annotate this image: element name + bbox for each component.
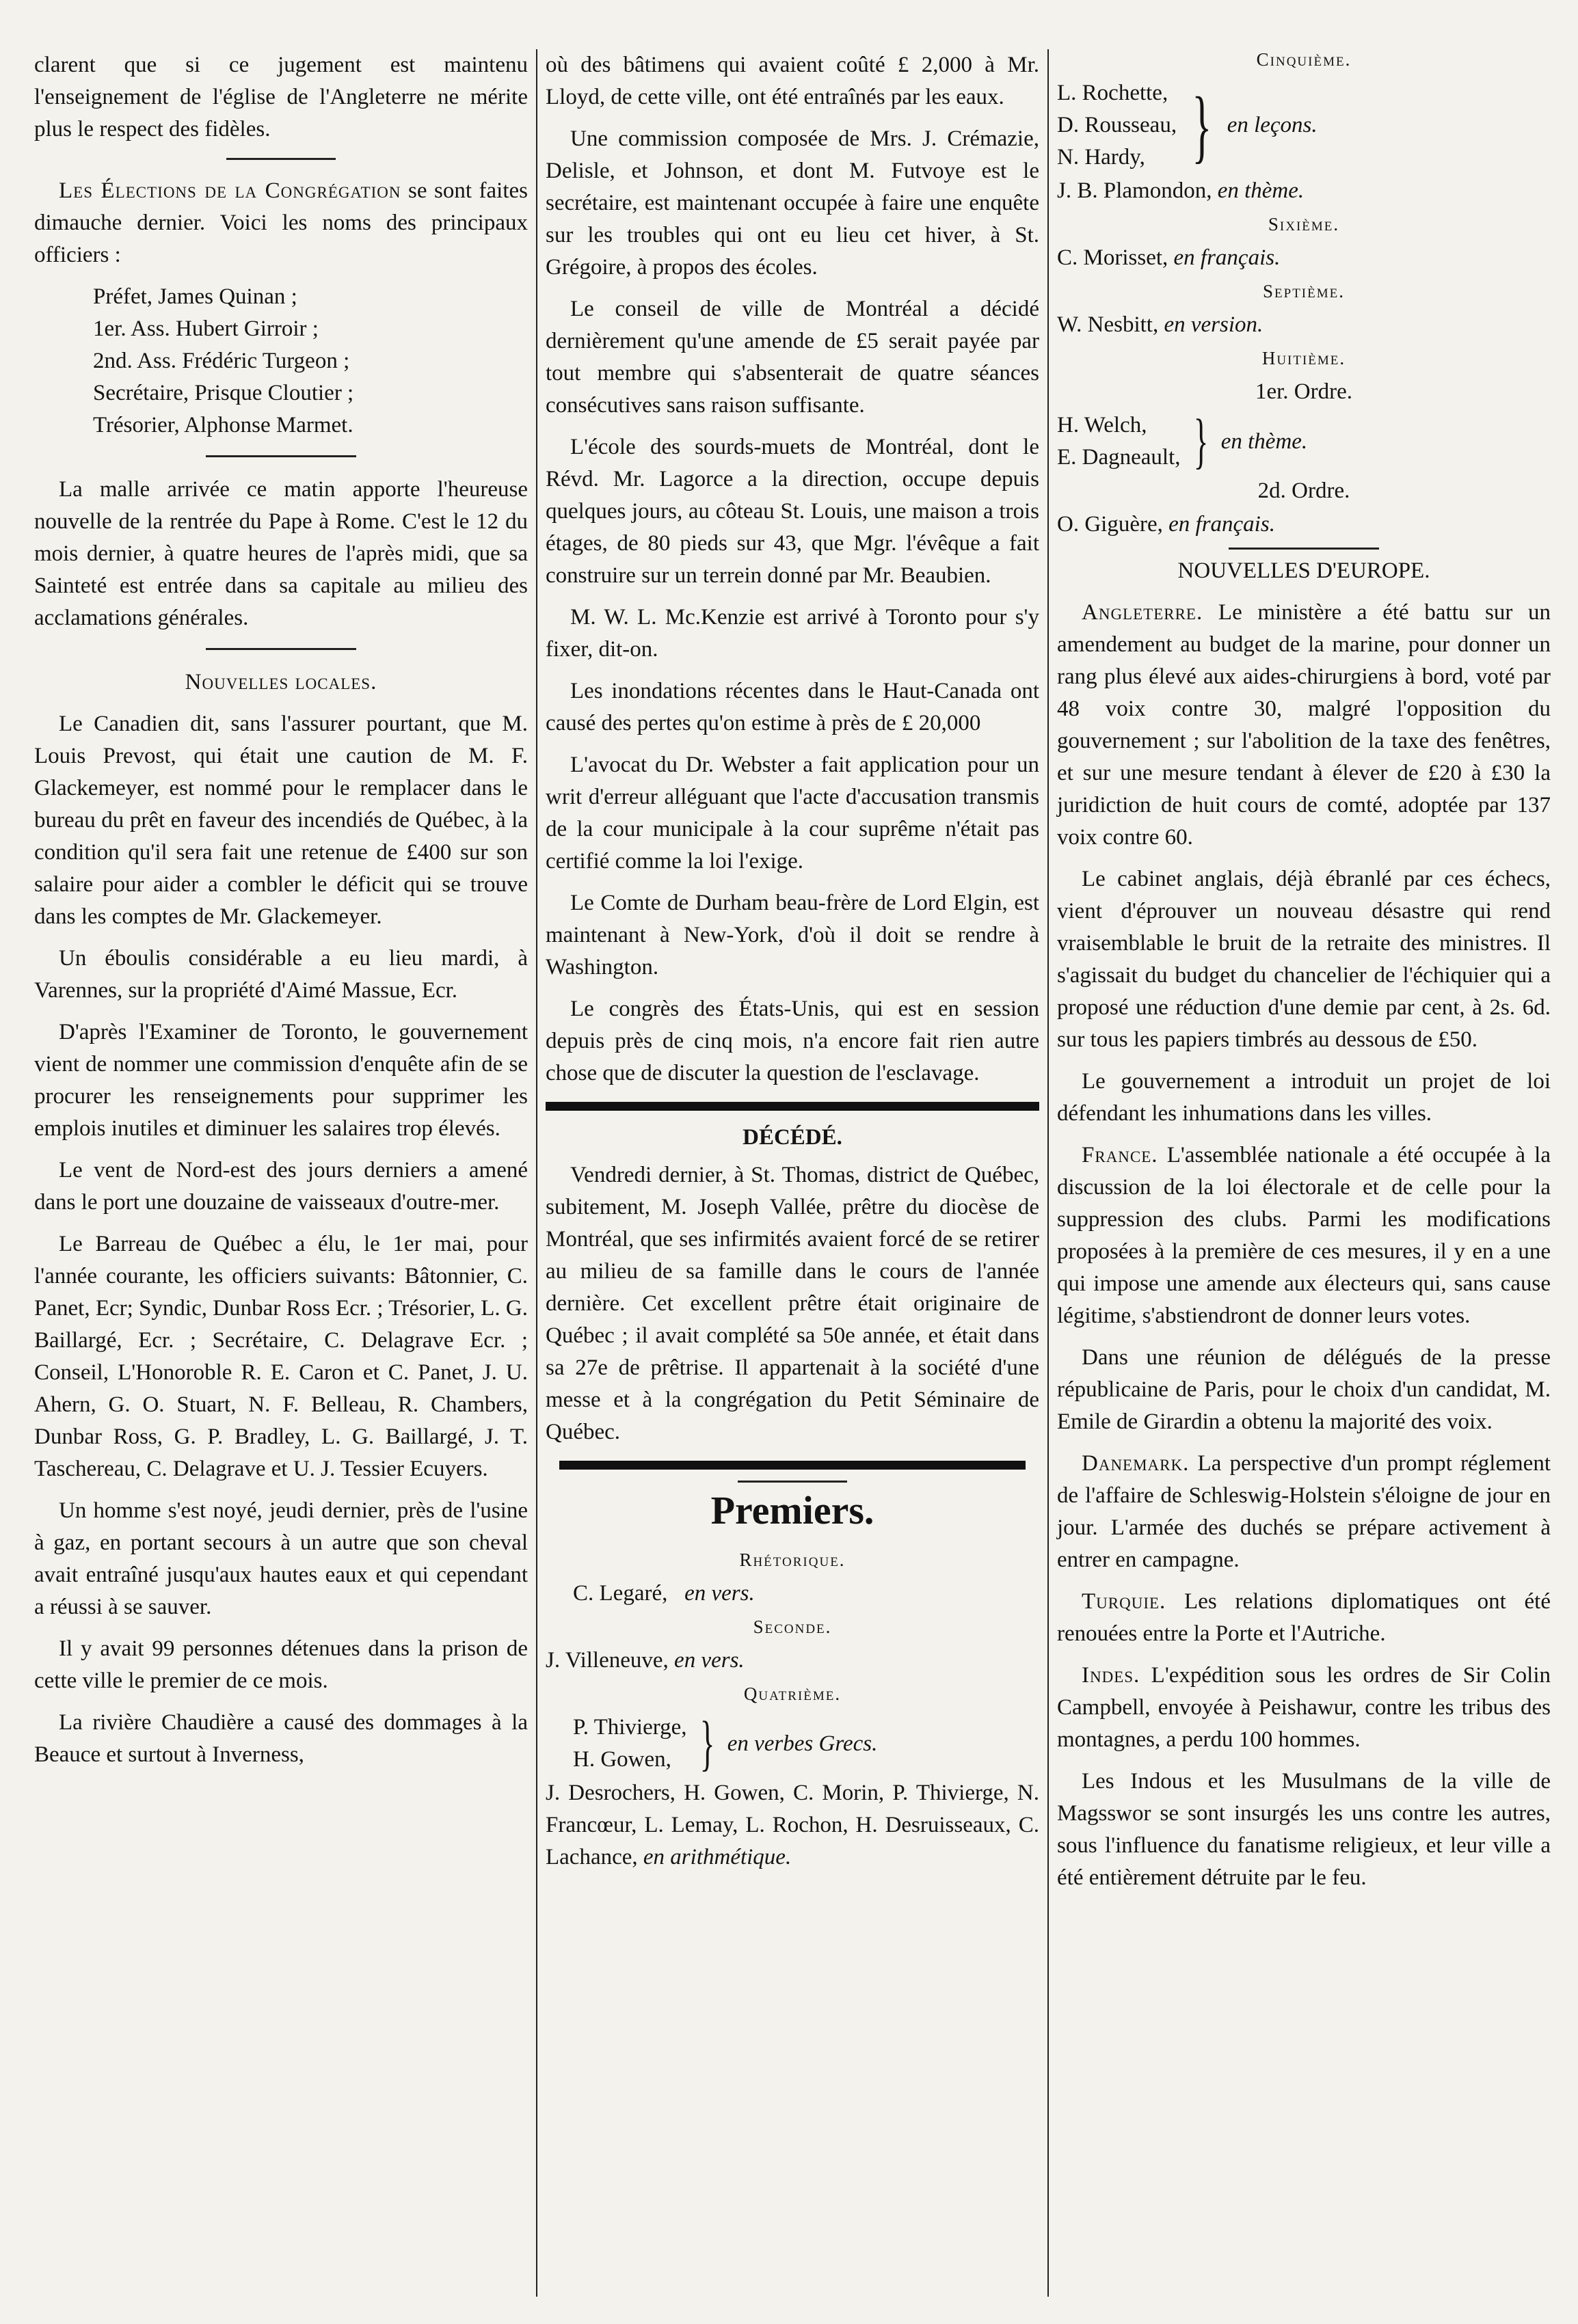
paragraph: [1057, 1660, 1551, 1756]
lead-text: Indes.: [1082, 1663, 1140, 1688]
prize-name: H. Gowen,: [573, 1747, 671, 1772]
prize-note: en arithmétique.: [643, 1845, 792, 1869]
divider: [206, 648, 356, 650]
prize-line: [1057, 309, 1551, 341]
officer-line: 2nd. Ass. Frédéric Turgeon ;: [93, 349, 350, 373]
prize-name: J. Villeneuve,: [546, 1648, 669, 1673]
paragraph: [1057, 1586, 1551, 1650]
paragraph: Vendredi dernier, à St. Thomas, district de Québec, subitement, M. Joseph Vallée, prêtre du diocèse de Montréal, que ses infirmités avaient forcé de se retirer au milieu de sa famille dans le cours de l'année dernière. Cet excellent prêtre était originaire de Québec ; il avait complété sa 50e année, et était dans sa 27e de prêtrise. Il appartenait à la société d'une messe et à la congrégation du Petit Séminaire de Québec.: [546, 1163, 1039, 1444]
prize-note: en thème.: [1217, 178, 1305, 203]
paragraph: [1057, 1448, 1551, 1576]
paragraph: Le Barreau de Québec a élu, le 1er mai, pour l'année courante, les officiers suivants: Bâtonnier, C. Panet, Ecr; Syndic, Dunbar Ross Ecr. ; Trésorier, L. G. Baillargé, Ecr. ; Secrétaire, C. Delagrave Ecr. ; Conseil, L'Honoroble R. E. Caron et C. Panet, J. U. Ahern, G. O. Stuart, N. F. Belleau, R. Chambers, Dunbar Ross, G. P. Bradley, L. G. Baillargé, J. T. Taschereau, C. Delagrave et U. J. Tessier Ecuyers.: [34, 1232, 528, 1481]
prize-line: [573, 1578, 1039, 1610]
paragraph: L'avocat du Dr. Webster a fait application pour un writ d'erreur alléguant que l'acte d'accusation transmis de la cour municipale à la cour suprême n'était pas certifié comme la loi l'exige.: [546, 753, 1039, 874]
paragraph: Le gouvernement a introduit un projet de loi défendant les inhumations dans les villes.: [1057, 1069, 1551, 1126]
paragraph: Une commission composée de Mrs. J. Crémazie, Delisle, et Johnson, et dont M. Futvoye est le secrétaire, est maintenant occupée à faire une enquête sur les troubles qui ont eu lieu cet hiver, à St. Grégoire, à propos des écoles.: [546, 126, 1039, 280]
divider: [1229, 548, 1379, 550]
order-heading: 2d. Ordre.: [1257, 478, 1350, 503]
officer-line: Trésorier, Alphonse Marmet.: [93, 413, 353, 437]
prize-name: H. Welch,: [1057, 413, 1147, 437]
brace-group: [1057, 409, 1551, 474]
brace-icon: }: [699, 1710, 714, 1777]
paragraph: L'école des sourds-muets de Montréal, dont le Révd. Mr. Lagorce a la direction, occupe depuis quelques jours, au côteau St. Louis, une maison a trois étages, de 80 pieds sur 43, que Mgr. l'évêque a fait construire sur un terrein donné par Mr. Beaubien.: [546, 435, 1039, 588]
paragraph: Le cabinet anglais, déjà ébranlé par ces échecs, vient d'éprouver un nouveau désastre qui rend vraisemblable le bruit de la retraite des ministres. Il s'agissait du budget du chancelier de l'échiquier qui a proposé une réduction d'une demie par cent, à 2s. 6d. sur tous les papiers timbrés au dessous de £50.: [1057, 867, 1551, 1052]
paragraph: La rivière Chaudière a causé des dommages à la Beauce et surtout à Inverness,: [34, 1710, 528, 1767]
paragraph: [546, 1777, 1039, 1874]
premiers-heading: Premiers.: [710, 1488, 874, 1532]
paragraph: [1057, 1139, 1551, 1332]
column-3: [1057, 49, 1551, 2283]
paragraph: Le vent de Nord-est des jours derniers a amené dans le port une douzaine de vaisseaux d'outre-mer.: [34, 1158, 528, 1215]
prize-note: en version.: [1164, 312, 1263, 337]
paragraph: Un éboulis considérable a eu lieu mardi, à Varennes, sur la propriété d'Aimé Massue, Ecr.: [34, 946, 528, 1003]
prize-note: en verbes Grecs.: [727, 1731, 878, 1756]
class-heading: Seconde.: [753, 1617, 832, 1637]
lead-text: Turquie.: [1082, 1589, 1166, 1614]
paragraph: Le Comte de Durham beau-frère de Lord Elgin, est maintenant à New-York, d'où il doit se rendre à Washington.: [546, 891, 1039, 979]
divider: [738, 1481, 847, 1483]
paragraph: Le congrès des États-Unis, qui est en session depuis près de cinq mois, n'a encore fait rien autre chose que de discuter la question de l'esclavage.: [546, 997, 1039, 1085]
body-text: L'expédition sous les ordres de Sir Colin Campbell, envoyée à Peishawur, contre les tribus des montagnes, a perdu 100 hommes.: [1057, 1663, 1551, 1752]
prize-line: [1057, 242, 1551, 274]
prize-name: C. Morisset,: [1057, 245, 1168, 270]
body-text: La perspective d'un prompt réglement de l'affaire de Schleswig-Holstein s'éloigne de jour en jour. L'armée des duchés se prépare activement à entrer en campagne.: [1057, 1451, 1551, 1572]
prize-name: W. Nesbitt,: [1057, 312, 1159, 337]
prize-note: en français.: [1168, 512, 1275, 537]
prize-note: en vers.: [684, 1581, 755, 1606]
class-heading: Quatrième.: [743, 1684, 842, 1704]
prize-name: O. Giguère,: [1057, 512, 1163, 537]
paragraph: D'après l'Examiner de Toronto, le gouvernement vient de nommer une commission d'enquête afin de se procurer les renseignements pour supprimer les emplois inutiles et diminuer les salaires trop élevés.: [34, 1020, 528, 1141]
paragraph: M. W. L. Mc.Kenzie est arrivé à Toronto pour s'y fixer, dit-on.: [546, 605, 1039, 662]
body-text: L'assemblée nationale a été occupée à la discussion de la loi électorale et de celle pour la suppression des clubs. Parmi les modifications proposées à la première de ces mesures, il y en a une qui impose une amende aux électeurs qui, sans cause légitime, s'abstiendront de donner leurs votes.: [1057, 1143, 1551, 1328]
brace-icon: }: [1193, 407, 1208, 475]
paragraph: Il y avait 99 personnes détenues dans la prison de cette ville le premier de ce mois.: [34, 1636, 528, 1693]
paragraph: Un homme s'est noyé, jeudi dernier, près de l'usine à gaz, en portant secours à un autre que son cheval avait entraîné jusqu'aux hautes eaux et qui cependant a réussi à se sauver.: [34, 1498, 528, 1619]
prize-line: [546, 1645, 1039, 1677]
prize-line: [1057, 509, 1551, 541]
prize-note: en leçons.: [1227, 113, 1318, 137]
column-1: [34, 49, 528, 2283]
prize-name: C. Legaré,: [573, 1581, 668, 1606]
prize-names: J. Desrochers, H. Gowen, C. Morin, P. Thivierge, N. Francœur, L. Lemay, L. Rochon, H. Desruisseaux, C. Lachance,: [546, 1781, 1039, 1869]
lead-text: France.: [1082, 1143, 1158, 1167]
divider: [206, 455, 356, 457]
brace-icon: }: [1192, 79, 1212, 171]
paragraph: Dans une réunion de délégués de la presse républicaine de Paris, pour le choix d'un candidat, M. Emile de Girardin a obtenu la majorité des voix.: [1057, 1345, 1551, 1434]
prize-note: en vers.: [674, 1648, 745, 1673]
divider: [226, 158, 336, 160]
brace-names: [1057, 409, 1181, 474]
paragraph: où des bâtimens qui avaient coûté £ 2,000 à Mr. Lloyd, de cette ville, ont été entraînés par les eaux.: [546, 53, 1039, 109]
column-2: [546, 49, 1039, 2283]
body-text: Le ministère a été battu sur un amendement au budget de la marine, pour donner un rang plus élevé aux aides-chirurgiens à bord, voté par 48 voix contre 30, malgré l'opposition du gouvernement ; sur l'abolition de la taxe des fenêtres, et sur une mesure tendant à élever de £20 à £30 la juridiction de huit cours de comté, adoptée par 137 voix contre 60.: [1057, 600, 1551, 850]
prize-line: [1057, 175, 1551, 207]
officer-line: Secrétaire, Prisque Cloutier ;: [93, 381, 354, 405]
paragraph: La malle arrivée ce matin apporte l'heureuse nouvelle de la rentrée du Pape à Rome. C'est le 12 du mois dernier, à quatre heures de l'après midi, que sa Sainteté est entrée dans sa capitale au milieu des acclamations générales.: [34, 477, 528, 630]
section-heading: Nouvelles locales.: [185, 670, 377, 694]
paragraph: Le Canadien dit, sans l'assurer pourtant, que M. Louis Prevost, qui était une caution de M. F. Glackemeyer, est nommé pour le remplacer dans le bureau du prêt en faveur des incendiés de Québec, à la condition qu'il sera fait une retenue de £400 sur son salaire pour aider a combler le déficit qui se trouve dans les comptes de Mr. Glackemeyer.: [34, 712, 528, 929]
prize-name: E. Dagneault,: [1057, 445, 1181, 470]
heavy-divider: [559, 1461, 1026, 1470]
class-heading: Huitième.: [1261, 348, 1346, 368]
heavy-divider: [546, 1102, 1039, 1111]
class-heading: Rhétorique.: [739, 1550, 846, 1570]
lead-text: Angleterre.: [1082, 600, 1203, 625]
order-heading: 1er. Ordre.: [1255, 379, 1353, 404]
paragraph: Les inondations récentes dans le Haut-Canada ont causé des pertes qu'on estime à près de £ 20,000: [546, 679, 1039, 735]
officer-line: Préfet, James Quinan ;: [93, 284, 297, 309]
paragraph: Le conseil de ville de Montréal a décidé dernièrement qu'une amende de £5 serait payée par tout membre qui s'absenterait de quatre séances consécutives sans raison suffisante.: [546, 297, 1039, 418]
brace-group: [573, 1712, 1039, 1776]
prize-name: J. B. Plamondon,: [1057, 178, 1212, 203]
body-text: Les relations diplomatiques ont été renouées entre la Porte et l'Autriche.: [1057, 1589, 1551, 1646]
prize-name: P. Thivierge,: [573, 1715, 687, 1740]
deces-heading: DÉCÉDÉ.: [743, 1125, 842, 1150]
paragraph: [1057, 597, 1551, 854]
body-text: se sont faites dimauche dernier. Voici les noms des principaux officiers :: [34, 178, 528, 267]
prize-name: N. Hardy,: [1057, 145, 1145, 170]
brace-group: [1057, 77, 1551, 174]
class-heading: Septième.: [1263, 281, 1345, 301]
paragraph: clarent que si ce jugement est maintenu l'enseignement de l'église de l'Angleterre ne mérite plus le respect des fidèles.: [34, 53, 528, 141]
prize-note: en thème.: [1220, 429, 1308, 454]
paragraph: Les Indous et les Musulmans de la ville de Magsswor se sont insurgés les uns contre les autres, sous l'influence du fanatisme religieux, et leur ville a été entièrement détruite par le feu.: [1057, 1769, 1551, 1890]
prize-note: en français.: [1173, 245, 1281, 270]
lead-text: Les Élections de la Congrégation: [59, 178, 401, 203]
europe-heading: NOUVELLES D'EUROPE.: [1177, 558, 1430, 583]
paragraph: [34, 175, 528, 271]
prize-name: L. Rochette,: [1057, 81, 1168, 105]
class-heading: Sixième.: [1268, 214, 1340, 234]
brace-names: [573, 1712, 687, 1776]
lead-text: Danemark.: [1082, 1451, 1190, 1476]
brace-names: [1057, 77, 1177, 174]
prize-name: D. Rousseau,: [1057, 113, 1177, 137]
class-heading: Cinquième.: [1256, 49, 1352, 70]
officer-line: 1er. Ass. Hubert Girroir ;: [93, 316, 319, 341]
